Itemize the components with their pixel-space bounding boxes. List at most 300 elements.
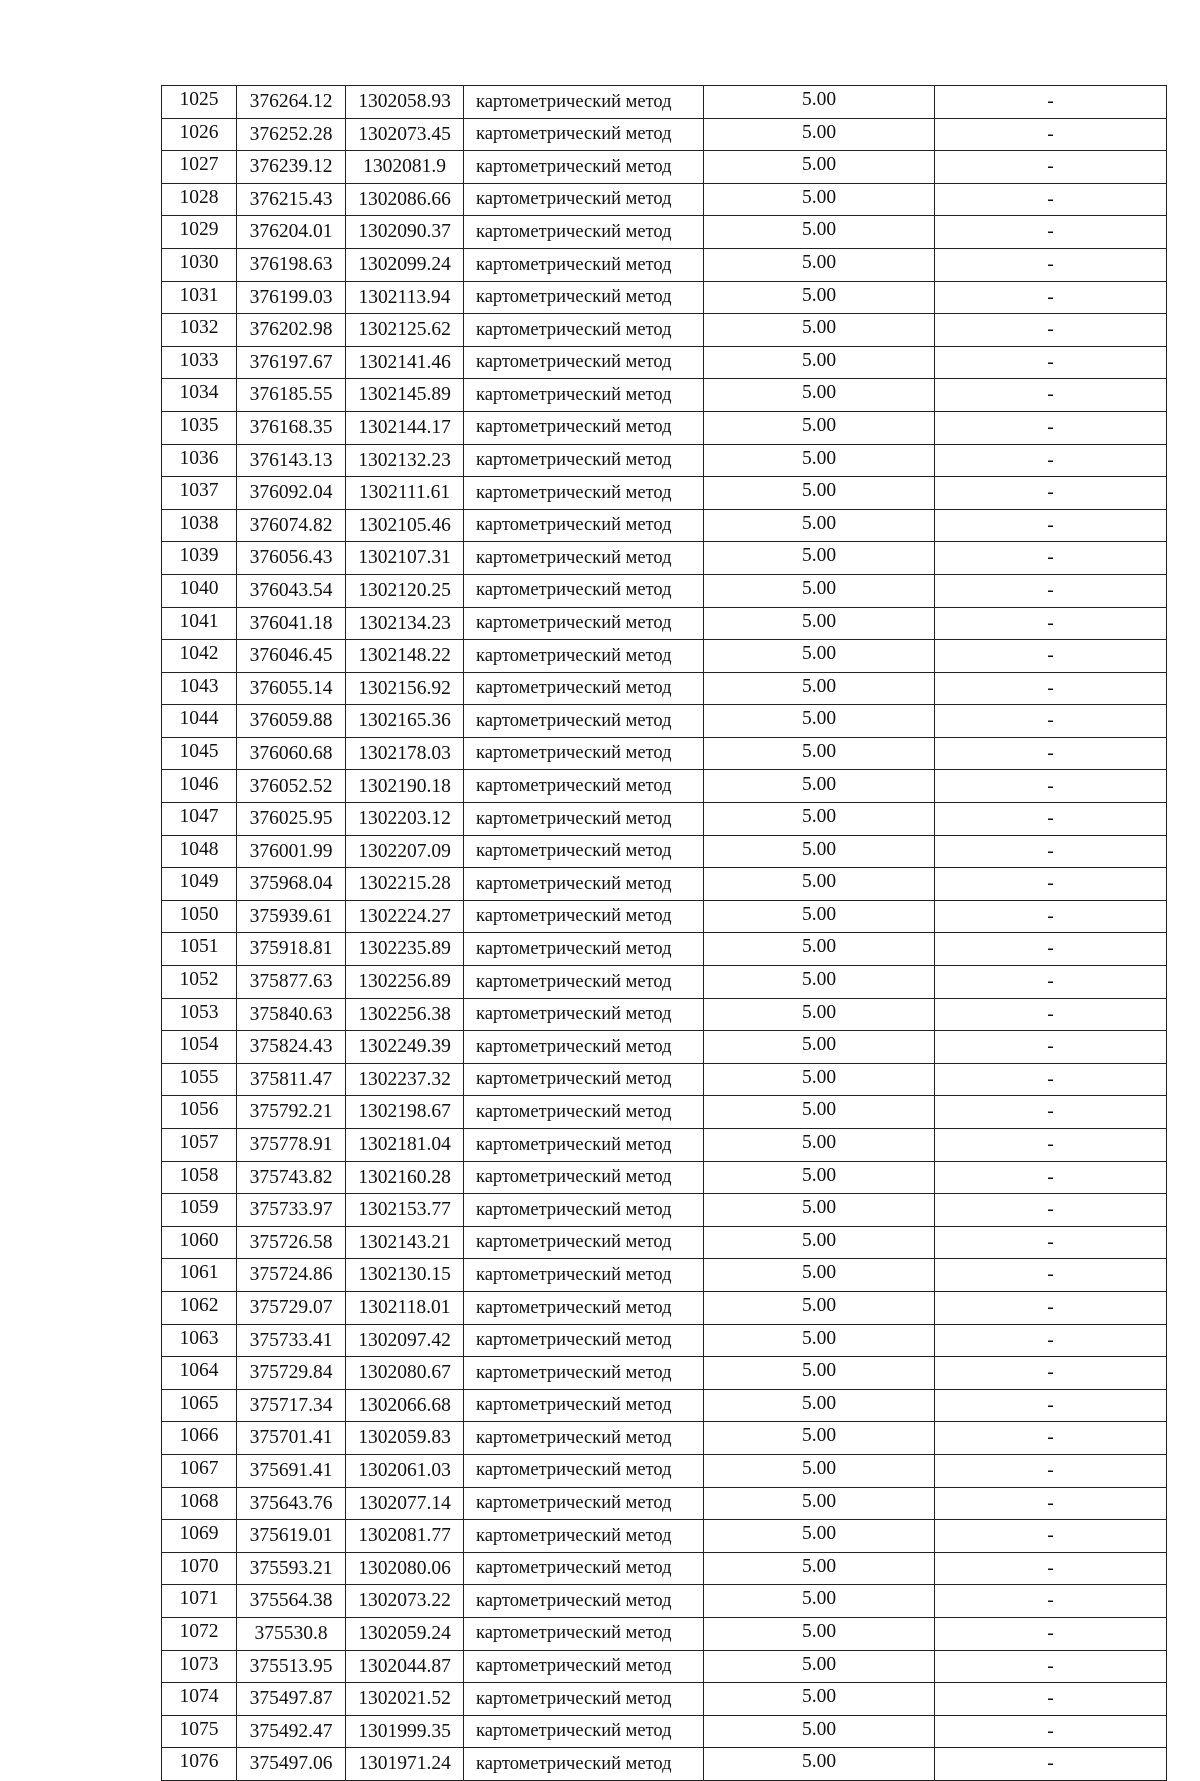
point-number-cell: 1047: [162, 803, 237, 836]
x-coordinate-cell: 375877.63: [237, 966, 346, 999]
accuracy-cell: 5.00: [704, 1422, 935, 1455]
x-coordinate-cell: 375778.91: [237, 1129, 346, 1162]
table-row: [162, 1063, 1167, 1096]
accuracy-cell: 5.00: [704, 248, 935, 281]
accuracy-cell: 5.00: [704, 477, 935, 510]
point-number-cell: 1036: [162, 444, 237, 477]
note-cell: -: [935, 444, 1167, 477]
note-cell: -: [935, 705, 1167, 738]
x-coordinate-cell: 375811.47: [237, 1063, 346, 1096]
x-coordinate-cell: 376215.43: [237, 183, 346, 216]
point-number-cell: 1059: [162, 1194, 237, 1227]
method-cell: картометрический метод: [464, 1487, 704, 1520]
accuracy-cell: 5.00: [704, 1161, 935, 1194]
note-cell: -: [935, 1552, 1167, 1585]
table-row: [162, 1454, 1167, 1487]
method-cell: картометрический метод: [464, 737, 704, 770]
note-cell: -: [935, 411, 1167, 444]
accuracy-cell: 5.00: [704, 1096, 935, 1129]
point-number-cell: 1076: [162, 1748, 237, 1781]
point-number-cell: 1033: [162, 346, 237, 379]
method-cell: картометрический метод: [464, 216, 704, 249]
method-cell: картометрический метод: [464, 900, 704, 933]
note-cell: -: [935, 477, 1167, 510]
point-number-cell: 1034: [162, 379, 237, 412]
method-cell: картометрический метод: [464, 1259, 704, 1292]
x-coordinate-cell: 376198.63: [237, 248, 346, 281]
table-row: [162, 900, 1167, 933]
point-number-cell: 1075: [162, 1715, 237, 1748]
note-cell: -: [935, 1422, 1167, 1455]
table-row: [162, 1617, 1167, 1650]
note-cell: -: [935, 1194, 1167, 1227]
method-cell: картометрический метод: [464, 1031, 704, 1064]
table-row: [162, 737, 1167, 770]
note-cell: -: [935, 1096, 1167, 1129]
note-cell: -: [935, 1031, 1167, 1064]
y-coordinate-cell: 1302081.9: [346, 151, 464, 184]
x-coordinate-cell: 376185.55: [237, 379, 346, 412]
note-cell: -: [935, 803, 1167, 836]
note-cell: -: [935, 770, 1167, 803]
point-number-cell: 1045: [162, 737, 237, 770]
table-row: [162, 183, 1167, 216]
note-cell: -: [935, 933, 1167, 966]
accuracy-cell: 5.00: [704, 1487, 935, 1520]
accuracy-cell: 5.00: [704, 1552, 935, 1585]
accuracy-cell: 5.00: [704, 998, 935, 1031]
accuracy-cell: 5.00: [704, 672, 935, 705]
method-cell: картометрический метод: [464, 183, 704, 216]
point-number-cell: 1025: [162, 86, 237, 119]
method-cell: картометрический метод: [464, 933, 704, 966]
accuracy-cell: 5.00: [704, 314, 935, 347]
note-cell: -: [935, 900, 1167, 933]
x-coordinate-cell: 376199.03: [237, 281, 346, 314]
y-coordinate-cell: 1302086.66: [346, 183, 464, 216]
note-cell: -: [935, 183, 1167, 216]
table-row: [162, 1031, 1167, 1064]
y-coordinate-cell: 1302099.24: [346, 248, 464, 281]
note-cell: -: [935, 542, 1167, 575]
table-row: [162, 1715, 1167, 1748]
accuracy-cell: 5.00: [704, 216, 935, 249]
table-row: [162, 281, 1167, 314]
table-row: [162, 803, 1167, 836]
x-coordinate-cell: 376204.01: [237, 216, 346, 249]
note-cell: -: [935, 1650, 1167, 1683]
note-cell: -: [935, 1291, 1167, 1324]
point-number-cell: 1038: [162, 509, 237, 542]
y-coordinate-cell: 1302144.17: [346, 411, 464, 444]
y-coordinate-cell: 1302141.46: [346, 346, 464, 379]
method-cell: картометрический метод: [464, 1324, 704, 1357]
method-cell: картометрический метод: [464, 574, 704, 607]
table-row: [162, 705, 1167, 738]
note-cell: -: [935, 1454, 1167, 1487]
accuracy-cell: 5.00: [704, 835, 935, 868]
x-coordinate-cell: 375840.63: [237, 998, 346, 1031]
accuracy-cell: 5.00: [704, 1129, 935, 1162]
x-coordinate-cell: 375824.43: [237, 1031, 346, 1064]
x-coordinate-cell: 375701.41: [237, 1422, 346, 1455]
table-row: [162, 86, 1167, 119]
y-coordinate-cell: 1302077.14: [346, 1487, 464, 1520]
y-coordinate-cell: 1302132.23: [346, 444, 464, 477]
point-number-cell: 1032: [162, 314, 237, 347]
x-coordinate-cell: 375564.38: [237, 1585, 346, 1618]
point-number-cell: 1030: [162, 248, 237, 281]
point-number-cell: 1051: [162, 933, 237, 966]
x-coordinate-cell: 376001.99: [237, 835, 346, 868]
accuracy-cell: 5.00: [704, 183, 935, 216]
method-cell: картометрический метод: [464, 868, 704, 901]
table-row: [162, 411, 1167, 444]
method-cell: картометрический метод: [464, 248, 704, 281]
note-cell: -: [935, 1226, 1167, 1259]
y-coordinate-cell: 1302145.89: [346, 379, 464, 412]
method-cell: картометрический метод: [464, 1454, 704, 1487]
method-cell: картометрический метод: [464, 151, 704, 184]
method-cell: картометрический метод: [464, 770, 704, 803]
table-row: [162, 118, 1167, 151]
method-cell: картометрический метод: [464, 1585, 704, 1618]
x-coordinate-cell: 375733.97: [237, 1194, 346, 1227]
note-cell: -: [935, 966, 1167, 999]
table-row: [162, 1683, 1167, 1716]
table-row: [162, 1389, 1167, 1422]
table-row: [162, 151, 1167, 184]
note-cell: -: [935, 1357, 1167, 1390]
method-cell: картометрический метод: [464, 1129, 704, 1162]
accuracy-cell: 5.00: [704, 1585, 935, 1618]
x-coordinate-cell: 376055.14: [237, 672, 346, 705]
note-cell: -: [935, 151, 1167, 184]
y-coordinate-cell: 1302120.25: [346, 574, 464, 607]
x-coordinate-cell: 376060.68: [237, 737, 346, 770]
y-coordinate-cell: 1302061.03: [346, 1454, 464, 1487]
table-row: [162, 477, 1167, 510]
coordinates-table-body: [162, 86, 1167, 1781]
note-cell: -: [935, 1748, 1167, 1781]
y-coordinate-cell: 1302059.83: [346, 1422, 464, 1455]
note-cell: -: [935, 1389, 1167, 1422]
point-number-cell: 1049: [162, 868, 237, 901]
y-coordinate-cell: 1302073.45: [346, 118, 464, 151]
accuracy-cell: 5.00: [704, 281, 935, 314]
point-number-cell: 1069: [162, 1520, 237, 1553]
point-number-cell: 1040: [162, 574, 237, 607]
method-cell: картометрический метод: [464, 1194, 704, 1227]
point-number-cell: 1063: [162, 1324, 237, 1357]
note-cell: -: [935, 868, 1167, 901]
table-row: [162, 314, 1167, 347]
y-coordinate-cell: 1302113.94: [346, 281, 464, 314]
note-cell: -: [935, 1259, 1167, 1292]
accuracy-cell: 5.00: [704, 151, 935, 184]
accuracy-cell: 5.00: [704, 86, 935, 119]
point-number-cell: 1048: [162, 835, 237, 868]
point-number-cell: 1057: [162, 1129, 237, 1162]
accuracy-cell: 5.00: [704, 933, 935, 966]
note-cell: -: [935, 607, 1167, 640]
method-cell: картометрический метод: [464, 1389, 704, 1422]
x-coordinate-cell: 376252.28: [237, 118, 346, 151]
note-cell: -: [935, 1683, 1167, 1716]
method-cell: картометрический метод: [464, 1226, 704, 1259]
accuracy-cell: 5.00: [704, 118, 935, 151]
table-row: [162, 1520, 1167, 1553]
note-cell: -: [935, 672, 1167, 705]
y-coordinate-cell: 1302203.12: [346, 803, 464, 836]
y-coordinate-cell: 1301999.35: [346, 1715, 464, 1748]
note-cell: -: [935, 1585, 1167, 1618]
accuracy-cell: 5.00: [704, 444, 935, 477]
point-number-cell: 1074: [162, 1683, 237, 1716]
accuracy-cell: 5.00: [704, 1194, 935, 1227]
accuracy-cell: 5.00: [704, 1715, 935, 1748]
accuracy-cell: 5.00: [704, 1520, 935, 1553]
accuracy-cell: 5.00: [704, 705, 935, 738]
point-number-cell: 1054: [162, 1031, 237, 1064]
y-coordinate-cell: 1302080.06: [346, 1552, 464, 1585]
table-row: [162, 1129, 1167, 1162]
method-cell: картометрический метод: [464, 1357, 704, 1390]
x-coordinate-cell: 375729.84: [237, 1357, 346, 1390]
note-cell: -: [935, 281, 1167, 314]
point-number-cell: 1072: [162, 1617, 237, 1650]
point-number-cell: 1058: [162, 1161, 237, 1194]
y-coordinate-cell: 1302105.46: [346, 509, 464, 542]
point-number-cell: 1046: [162, 770, 237, 803]
y-coordinate-cell: 1302125.62: [346, 314, 464, 347]
x-coordinate-cell: 376197.67: [237, 346, 346, 379]
x-coordinate-cell: 375724.86: [237, 1259, 346, 1292]
method-cell: картометрический метод: [464, 1552, 704, 1585]
table-row: [162, 509, 1167, 542]
y-coordinate-cell: 1302097.42: [346, 1324, 464, 1357]
y-coordinate-cell: 1302059.24: [346, 1617, 464, 1650]
method-cell: картометрический метод: [464, 444, 704, 477]
accuracy-cell: 5.00: [704, 803, 935, 836]
point-number-cell: 1055: [162, 1063, 237, 1096]
y-coordinate-cell: 1302181.04: [346, 1129, 464, 1162]
table-row: [162, 542, 1167, 575]
x-coordinate-cell: 375619.01: [237, 1520, 346, 1553]
point-number-cell: 1061: [162, 1259, 237, 1292]
y-coordinate-cell: 1302235.89: [346, 933, 464, 966]
method-cell: картометрический метод: [464, 705, 704, 738]
x-coordinate-cell: 376202.98: [237, 314, 346, 347]
x-coordinate-cell: 375513.95: [237, 1650, 346, 1683]
point-number-cell: 1052: [162, 966, 237, 999]
accuracy-cell: 5.00: [704, 1063, 935, 1096]
table-row: [162, 574, 1167, 607]
note-cell: -: [935, 640, 1167, 673]
y-coordinate-cell: 1302165.36: [346, 705, 464, 738]
note-cell: -: [935, 346, 1167, 379]
method-cell: картометрический метод: [464, 379, 704, 412]
x-coordinate-cell: 375726.58: [237, 1226, 346, 1259]
table-row: [162, 607, 1167, 640]
point-number-cell: 1027: [162, 151, 237, 184]
y-coordinate-cell: 1302111.61: [346, 477, 464, 510]
x-coordinate-cell: 376056.43: [237, 542, 346, 575]
note-cell: -: [935, 1617, 1167, 1650]
method-cell: картометрический метод: [464, 281, 704, 314]
note-cell: -: [935, 574, 1167, 607]
note-cell: -: [935, 509, 1167, 542]
y-coordinate-cell: 1302066.68: [346, 1389, 464, 1422]
y-coordinate-cell: 1302021.52: [346, 1683, 464, 1716]
y-coordinate-cell: 1302143.21: [346, 1226, 464, 1259]
note-cell: -: [935, 1715, 1167, 1748]
x-coordinate-cell: 376239.12: [237, 151, 346, 184]
table-row: [162, 1552, 1167, 1585]
table-row: [162, 379, 1167, 412]
point-number-cell: 1071: [162, 1585, 237, 1618]
method-cell: картометрический метод: [464, 509, 704, 542]
point-number-cell: 1053: [162, 998, 237, 1031]
x-coordinate-cell: 375918.81: [237, 933, 346, 966]
x-coordinate-cell: 375939.61: [237, 900, 346, 933]
table-row: [162, 248, 1167, 281]
x-coordinate-cell: 375743.82: [237, 1161, 346, 1194]
accuracy-cell: 5.00: [704, 411, 935, 444]
table-row: [162, 1161, 1167, 1194]
x-coordinate-cell: 375643.76: [237, 1487, 346, 1520]
accuracy-cell: 5.00: [704, 900, 935, 933]
y-coordinate-cell: 1302080.67: [346, 1357, 464, 1390]
y-coordinate-cell: 1302148.22: [346, 640, 464, 673]
accuracy-cell: 5.00: [704, 770, 935, 803]
table-row: [162, 933, 1167, 966]
accuracy-cell: 5.00: [704, 966, 935, 999]
note-cell: -: [935, 737, 1167, 770]
accuracy-cell: 5.00: [704, 542, 935, 575]
point-number-cell: 1066: [162, 1422, 237, 1455]
x-coordinate-cell: 376092.04: [237, 477, 346, 510]
method-cell: картометрический метод: [464, 477, 704, 510]
y-coordinate-cell: 1302224.27: [346, 900, 464, 933]
x-coordinate-cell: 376059.88: [237, 705, 346, 738]
y-coordinate-cell: 1302198.67: [346, 1096, 464, 1129]
table-row: [162, 1226, 1167, 1259]
method-cell: картометрический метод: [464, 314, 704, 347]
point-number-cell: 1029: [162, 216, 237, 249]
table-row: [162, 444, 1167, 477]
accuracy-cell: 5.00: [704, 868, 935, 901]
method-cell: картометрический метод: [464, 346, 704, 379]
x-coordinate-cell: 376052.52: [237, 770, 346, 803]
x-coordinate-cell: 376041.18: [237, 607, 346, 640]
table-row: [162, 1487, 1167, 1520]
table-row: [162, 1650, 1167, 1683]
x-coordinate-cell: 375717.34: [237, 1389, 346, 1422]
method-cell: картометрический метод: [464, 118, 704, 151]
table-row: [162, 835, 1167, 868]
y-coordinate-cell: 1302249.39: [346, 1031, 464, 1064]
table-row: [162, 1194, 1167, 1227]
method-cell: картометрический метод: [464, 1291, 704, 1324]
note-cell: -: [935, 248, 1167, 281]
y-coordinate-cell: 1302081.77: [346, 1520, 464, 1553]
point-number-cell: 1042: [162, 640, 237, 673]
table-row: [162, 672, 1167, 705]
method-cell: картометрический метод: [464, 966, 704, 999]
method-cell: картометрический метод: [464, 86, 704, 119]
y-coordinate-cell: 1302090.37: [346, 216, 464, 249]
accuracy-cell: 5.00: [704, 1324, 935, 1357]
point-number-cell: 1026: [162, 118, 237, 151]
x-coordinate-cell: 376043.54: [237, 574, 346, 607]
point-number-cell: 1065: [162, 1389, 237, 1422]
method-cell: картометрический метод: [464, 1650, 704, 1683]
point-number-cell: 1068: [162, 1487, 237, 1520]
accuracy-cell: 5.00: [704, 1748, 935, 1781]
x-coordinate-cell: 375968.04: [237, 868, 346, 901]
table-row: [162, 216, 1167, 249]
note-cell: -: [935, 86, 1167, 119]
x-coordinate-cell: 375497.87: [237, 1683, 346, 1716]
point-number-cell: 1035: [162, 411, 237, 444]
note-cell: -: [935, 314, 1167, 347]
accuracy-cell: 5.00: [704, 1291, 935, 1324]
point-number-cell: 1031: [162, 281, 237, 314]
method-cell: картометрический метод: [464, 803, 704, 836]
y-coordinate-cell: 1302058.93: [346, 86, 464, 119]
point-number-cell: 1062: [162, 1291, 237, 1324]
method-cell: картометрический метод: [464, 1617, 704, 1650]
method-cell: картометрический метод: [464, 1161, 704, 1194]
note-cell: -: [935, 998, 1167, 1031]
point-number-cell: 1070: [162, 1552, 237, 1585]
y-coordinate-cell: 1302237.32: [346, 1063, 464, 1096]
x-coordinate-cell: 376264.12: [237, 86, 346, 119]
method-cell: картометрический метод: [464, 1715, 704, 1748]
x-coordinate-cell: 375530.8: [237, 1617, 346, 1650]
note-cell: -: [935, 1161, 1167, 1194]
y-coordinate-cell: 1302044.87: [346, 1650, 464, 1683]
y-coordinate-cell: 1302190.18: [346, 770, 464, 803]
table-row: [162, 1585, 1167, 1618]
method-cell: картометрический метод: [464, 1096, 704, 1129]
table-row: [162, 1422, 1167, 1455]
accuracy-cell: 5.00: [704, 737, 935, 770]
accuracy-cell: 5.00: [704, 607, 935, 640]
table-row: [162, 1357, 1167, 1390]
accuracy-cell: 5.00: [704, 1031, 935, 1064]
x-coordinate-cell: 375729.07: [237, 1291, 346, 1324]
point-number-cell: 1037: [162, 477, 237, 510]
table-row: [162, 770, 1167, 803]
y-coordinate-cell: 1302178.03: [346, 737, 464, 770]
method-cell: картометрический метод: [464, 1748, 704, 1781]
y-coordinate-cell: 1302130.15: [346, 1259, 464, 1292]
method-cell: картометрический метод: [464, 542, 704, 575]
y-coordinate-cell: 1302256.38: [346, 998, 464, 1031]
accuracy-cell: 5.00: [704, 1259, 935, 1292]
method-cell: картометрический метод: [464, 1422, 704, 1455]
table-row: [162, 998, 1167, 1031]
table-row: [162, 1291, 1167, 1324]
method-cell: картометрический метод: [464, 1520, 704, 1553]
point-number-cell: 1041: [162, 607, 237, 640]
x-coordinate-cell: 375492.47: [237, 1715, 346, 1748]
y-coordinate-cell: 1301971.24: [346, 1748, 464, 1781]
method-cell: картометрический метод: [464, 607, 704, 640]
point-number-cell: 1044: [162, 705, 237, 738]
